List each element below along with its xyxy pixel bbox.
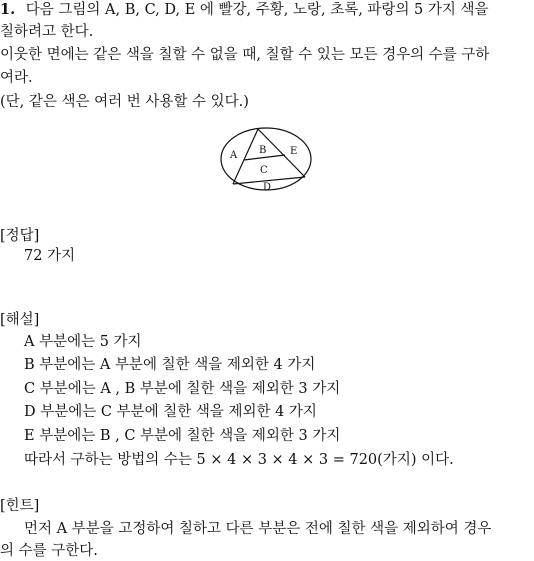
label-e: E (290, 146, 298, 157)
hint-heading: [힌트] (0, 498, 40, 514)
label-d: D (263, 182, 272, 193)
answer-heading: [정답] (0, 228, 40, 244)
region-diagram (219, 127, 313, 193)
explanation-line-1: A 부분에는 5 가지 (24, 334, 142, 350)
explanation-line-6: 따라서 구하는 방법의 수는 5 × 4 × 3 × 4 × 3 = 720(가지) 이다. (24, 452, 454, 468)
explanation-line-3: C 부분에는 A , B 부분에 칠한 색을 제외한 3 가지 (24, 381, 341, 397)
problem-line-4: 여라. (0, 70, 33, 86)
problem-line-5: (단, 같은 색은 여러 번 사용할 수 있다.) (0, 94, 249, 110)
problem-line-3: 이웃한 면에는 같은 색을 칠할 수 없을 때, 칠할 수 있는 모든 경우의 수를 구하 (0, 47, 490, 63)
label-b: B (259, 145, 267, 156)
label-a: A (230, 150, 238, 161)
explanation-line-5: E 부분에는 B , C 부분에 칠한 색을 제외한 3 가지 (24, 428, 341, 444)
explanation-line-2: B 부분에는 A 부분에 칠한 색을 제외한 4 가지 (24, 357, 316, 373)
label-c: C (260, 165, 268, 176)
problem-line-2: 칠하려고 한다. (0, 24, 94, 40)
explanation-heading: [해설] (0, 312, 40, 328)
problem-number: 1. (0, 1, 16, 18)
explanation-line-4: D 부분에는 C 부분에 칠한 색을 제외한 4 가지 (24, 404, 317, 420)
hint-line-2: 의 수를 구한다. (0, 543, 98, 559)
problem-text-1: 다음 그림의 A, B, C, D, E 에 빨강, 주황, 노랑, 초록, 파랑의 5 가지 색을 (25, 2, 489, 18)
answer-value: 72 가지 (24, 248, 76, 264)
hint-line-1: 먼저 A 부분을 고정하여 칠하고 다른 부분은 전에 칠한 색을 제외하여 경우 (24, 521, 492, 537)
problem-line-1 (0, 0, 489, 20)
